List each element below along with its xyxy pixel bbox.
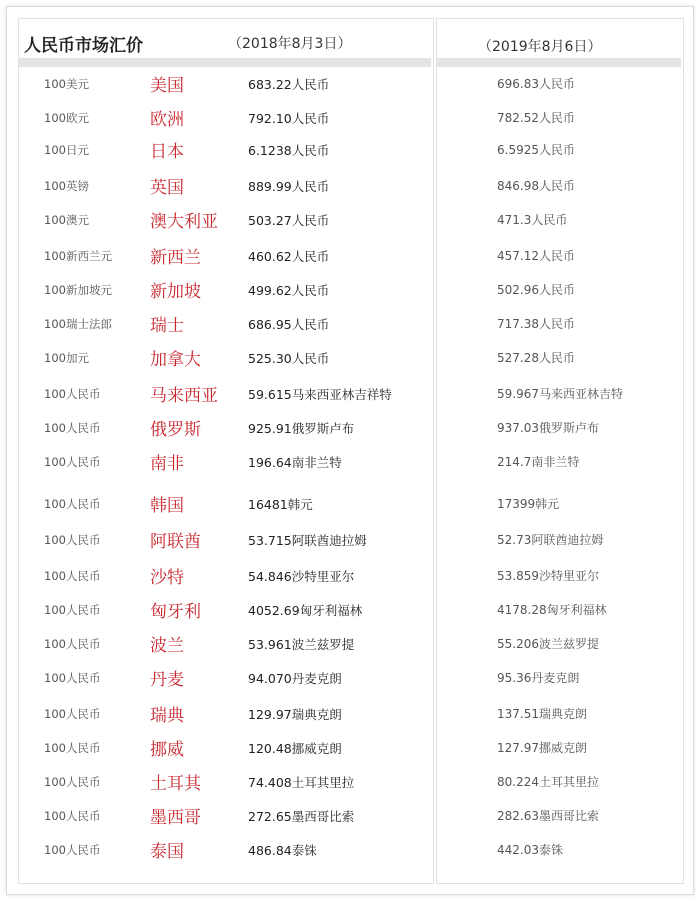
rate-2019-cell: 846.98人民币 [497, 179, 575, 193]
table-row [0, 560, 700, 590]
rate-2018-cell: 94.070丹麦克朗 [248, 671, 342, 686]
rate-2019-cell: 937.03俄罗斯卢布 [497, 421, 599, 435]
rate-2019-cell: 696.83人民币 [497, 77, 575, 91]
amount-cell: 100英镑 [44, 179, 89, 193]
country-cell: 英国 [150, 178, 184, 198]
rate-2019-cell: 17399韩元 [497, 497, 560, 511]
table-row [0, 412, 700, 442]
rate-2018-cell: 54.846沙特里亚尔 [248, 569, 355, 584]
country-cell: 俄罗斯 [150, 420, 201, 440]
date-2019: （2019年8月6日） [478, 39, 602, 55]
country-cell: 墨西哥 [150, 808, 201, 828]
amount-cell: 100人民币 [44, 421, 101, 435]
country-cell: 澳大利亚 [150, 212, 218, 232]
country-cell: 瑞士 [150, 316, 184, 336]
rate-2018-cell: 686.95人民币 [248, 317, 330, 332]
table-row [0, 308, 700, 338]
table-row [0, 594, 700, 624]
amount-cell: 100澳元 [44, 213, 89, 227]
country-cell: 沙特 [150, 568, 184, 588]
amount-cell: 100新西兰元 [44, 249, 112, 263]
amount-cell: 100加元 [44, 351, 89, 365]
amount-cell: 100美元 [44, 77, 89, 91]
country-cell: 日本 [150, 142, 184, 162]
rate-2019-cell: 80.224土耳其里拉 [497, 775, 599, 789]
rate-2019-cell: 782.52人民币 [497, 111, 575, 125]
amount-cell: 100人民币 [44, 707, 101, 721]
rate-2019-cell: 59.967马来西亚林吉特 [497, 387, 623, 401]
country-cell: 阿联酋 [150, 532, 201, 552]
amount-cell: 100人民币 [44, 775, 101, 789]
amount-cell: 100人民币 [44, 637, 101, 651]
amount-cell: 100人民币 [44, 497, 101, 511]
table-row [0, 524, 700, 554]
amount-cell: 100人民币 [44, 741, 101, 755]
rate-2019-cell: 442.03泰铢 [497, 843, 563, 857]
country-cell: 波兰 [150, 636, 184, 656]
rate-2018-cell: 59.615马来西亚林吉祥特 [248, 387, 392, 402]
table-row [0, 204, 700, 234]
table-row [0, 102, 700, 132]
rate-2019-cell: 471.3人民币 [497, 213, 568, 227]
rate-2018-cell: 792.10人民币 [248, 111, 330, 126]
amount-cell: 100人民币 [44, 533, 101, 547]
table-row [0, 378, 700, 408]
table-row [0, 732, 700, 762]
country-cell: 马来西亚 [150, 386, 218, 406]
rate-2018-cell: 196.64南非兰特 [248, 455, 342, 470]
table-row [0, 170, 700, 200]
table-row [0, 446, 700, 476]
country-cell: 丹麦 [150, 670, 184, 690]
country-cell: 欧洲 [150, 110, 184, 130]
table-row [0, 134, 700, 164]
table-row [0, 342, 700, 372]
country-cell: 挪威 [150, 740, 184, 760]
table-row [0, 834, 700, 864]
rate-2019-cell: 53.859沙特里亚尔 [497, 569, 599, 583]
amount-cell: 100日元 [44, 143, 89, 157]
table-row [0, 274, 700, 304]
country-cell: 匈牙利 [150, 602, 201, 622]
table-row [0, 488, 700, 518]
page-title: 人民币市场汇价 [24, 36, 143, 56]
country-cell: 加拿大 [150, 350, 201, 370]
rate-2019-cell: 527.28人民币 [497, 351, 575, 365]
rate-2019-cell: 502.96人民币 [497, 283, 575, 297]
rate-2018-cell: 6.1238人民币 [248, 143, 330, 158]
rate-2018-cell: 4052.69匈牙利福林 [248, 603, 363, 618]
rate-2019-cell: 127.97挪威克朗 [497, 741, 587, 755]
header-rule-left [19, 58, 431, 67]
rate-2018-cell: 16481韩元 [248, 497, 313, 512]
rate-2019-cell: 95.36丹麦克朗 [497, 671, 580, 685]
country-cell: 新加坡 [150, 282, 201, 302]
rate-2018-cell: 53.961波兰兹罗提 [248, 637, 355, 652]
amount-cell: 100人民币 [44, 387, 101, 401]
rate-2019-cell: 214.7南非兰特 [497, 455, 580, 469]
amount-cell: 100人民币 [44, 603, 101, 617]
rate-2018-cell: 499.62人民币 [248, 283, 330, 298]
amount-cell: 100欧元 [44, 111, 89, 125]
date-2018: （2018年8月3日） [228, 36, 352, 52]
rate-2019-cell: 137.51瑞典克朗 [497, 707, 587, 721]
header-rule-right [437, 58, 681, 67]
country-cell: 瑞典 [150, 706, 184, 726]
amount-cell: 100人民币 [44, 455, 101, 469]
table-row [0, 800, 700, 830]
rate-2018-cell: 74.408土耳其里拉 [248, 775, 355, 790]
country-cell: 美国 [150, 76, 184, 96]
rate-2018-cell: 129.97瑞典克朗 [248, 707, 342, 722]
amount-cell: 100新加坡元 [44, 283, 112, 297]
table-row [0, 240, 700, 270]
rate-2019-cell: 4178.28匈牙利福林 [497, 603, 607, 617]
table-row [0, 628, 700, 658]
country-cell: 土耳其 [150, 774, 201, 794]
table-row [0, 766, 700, 796]
rate-2018-cell: 889.99人民币 [248, 179, 330, 194]
table-row [0, 68, 700, 98]
rate-2019-cell: 717.38人民币 [497, 317, 575, 331]
rate-2019-cell: 52.73阿联酋迪拉姆 [497, 533, 604, 547]
country-cell: 韩国 [150, 496, 184, 516]
rate-2018-cell: 272.65墨西哥比索 [248, 809, 355, 824]
rate-2018-cell: 120.48挪威克朗 [248, 741, 342, 756]
amount-cell: 100人民币 [44, 569, 101, 583]
table-row [0, 698, 700, 728]
rate-2019-cell: 457.12人民币 [497, 249, 575, 263]
rate-2018-cell: 503.27人民币 [248, 213, 330, 228]
table-row [0, 662, 700, 692]
rate-2018-cell: 486.84泰铢 [248, 843, 317, 858]
rate-2018-cell: 460.62人民币 [248, 249, 330, 264]
country-cell: 泰国 [150, 842, 184, 862]
amount-cell: 100人民币 [44, 809, 101, 823]
rate-2018-cell: 525.30人民币 [248, 351, 330, 366]
amount-cell: 100人民币 [44, 671, 101, 685]
rate-2018-cell: 53.715阿联酋迪拉姆 [248, 533, 367, 548]
rate-2019-cell: 55.206波兰兹罗提 [497, 637, 599, 651]
rate-2019-cell: 282.63墨西哥比索 [497, 809, 599, 823]
country-cell: 南非 [150, 454, 184, 474]
rate-2018-cell: 925.91俄罗斯卢布 [248, 421, 355, 436]
rate-2019-cell: 6.5925人民币 [497, 143, 575, 157]
country-cell: 新西兰 [150, 248, 201, 268]
rate-2018-cell: 683.22人民币 [248, 77, 330, 92]
amount-cell: 100人民币 [44, 843, 101, 857]
amount-cell: 100瑞士法郎 [44, 317, 112, 331]
